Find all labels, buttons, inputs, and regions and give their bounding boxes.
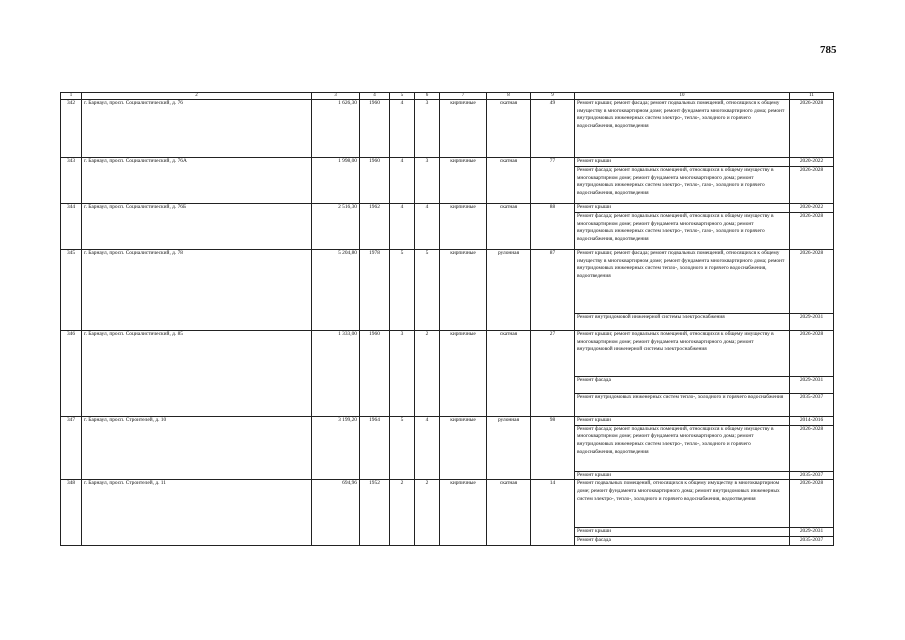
roof-type-cell: скатная (487, 100, 531, 158)
housing-register-table (60, 92, 834, 546)
repair-period-cell: 2026-2028 (790, 213, 834, 250)
repair-period-cell: 2035-2037 (790, 394, 834, 417)
entrances-cell: 3 (415, 158, 440, 204)
area-cell: 1 998,00 (312, 158, 360, 204)
build-year-cell: 1964 (360, 417, 390, 480)
page-number: 785 (820, 44, 837, 56)
wall-material-cell: кирпичные (440, 100, 487, 158)
wear-percent-cell: 88 (531, 204, 575, 250)
floors-cell: 5 (390, 250, 415, 331)
roof-type-cell: скатная (487, 158, 531, 204)
wear-percent-cell: 14 (531, 480, 575, 546)
repair-period-cell: 2035-2037 (790, 537, 834, 546)
address-cell: г. Барнаул, просп. Социалистический, д. 76Б (82, 204, 312, 250)
build-year-cell: 1960 (360, 158, 390, 204)
repair-period-cell: 2026-2028 (790, 167, 834, 204)
column-number-header: 9 (531, 93, 575, 100)
row-number-cell: 342 (61, 100, 82, 158)
repair-period-cell: 2014-2016 (790, 417, 834, 426)
repair-works-cell: Ремонт крыши (575, 471, 790, 480)
floors-cell: 4 (390, 158, 415, 204)
area-cell: 694,96 (312, 480, 360, 546)
table-row (61, 480, 834, 528)
repair-works-cell: Ремонт подвальных помещений, относящихся к общему имуществу в многоквартирном доме; ремонт фундамента многоквартирного дома; ремонт внутридомовых инженерных систем электро-, тепло-, холодного и горячего водоснабжения, водоотведения (575, 480, 790, 528)
wear-percent-cell: 49 (531, 100, 575, 158)
address-cell: г. Барнаул, просп. Социалистический, д. 85 (82, 331, 312, 417)
repair-period-cell: 2026-2028 (790, 331, 834, 377)
table-row (61, 100, 834, 158)
entrances-cell: 2 (415, 480, 440, 546)
build-year-cell: 1962 (360, 204, 390, 250)
table-row (61, 417, 834, 426)
wall-material-cell: кирпичные (440, 204, 487, 250)
build-year-cell: 1978 (360, 250, 390, 331)
roof-type-cell: скатная (487, 480, 531, 546)
area-cell: 1 626,30 (312, 100, 360, 158)
address-cell: г. Барнаул, просп. Строителей, д. 10 (82, 417, 312, 480)
wall-material-cell: кирпичные (440, 158, 487, 204)
table-row (61, 204, 834, 213)
address-cell: г. Барнаул, просп. Социалистический, д. 76А (82, 158, 312, 204)
floors-cell: 4 (390, 100, 415, 158)
wear-percent-cell: 87 (531, 250, 575, 331)
repair-period-cell: 2029-2031 (790, 314, 834, 331)
column-number-header: 4 (360, 93, 390, 100)
repair-works-cell: Ремонт крыши (575, 204, 790, 213)
column-number-header: 1 (61, 93, 82, 100)
build-year-cell: 1952 (360, 480, 390, 546)
table-row (61, 158, 834, 167)
repair-works-cell: Ремонт крыши; ремонт фасада; ремонт подвальных помещений, относящихся к общему имуществу в многоквартирном доме; ремонт фундамента многоквартирного дома; ремонт внутридомовых инженерных систем электро-, тепло-, холодного и горячего водоснабжения, водоотведения (575, 100, 790, 158)
entrances-cell: 2 (415, 331, 440, 417)
repair-works-cell: Ремонт внутридомовых инженерных систем тепло-, холодного и горячего водоснабжения (575, 394, 790, 417)
repair-works-cell: Ремонт крыши (575, 158, 790, 167)
area-cell: 3 199,20 (312, 417, 360, 480)
column-number-header: 8 (487, 93, 531, 100)
row-number-cell: 348 (61, 480, 82, 546)
repair-works-cell: Ремонт крыши (575, 528, 790, 537)
wall-material-cell: кирпичные (440, 480, 487, 546)
floors-cell: 5 (390, 417, 415, 480)
table-row (61, 331, 834, 377)
row-number-cell: 347 (61, 417, 82, 480)
repair-works-cell: Ремонт фасада (575, 537, 790, 546)
floors-cell: 4 (390, 204, 415, 250)
repair-period-cell: 2020-2022 (790, 158, 834, 167)
row-number-cell: 343 (61, 158, 82, 204)
repair-works-cell: Ремонт крыши; ремонт подвальных помещений, относящихся к общему имуществу в многоквартирном доме; ремонт фундамента многоквартирного дома; ремонт внутридомовой инженерной системы электроснабжения (575, 331, 790, 377)
entrances-cell: 3 (415, 100, 440, 158)
repair-works-cell: Ремонт крыши; ремонт фасада; ремонт подвальных помещений, относящихся к общему имуществу в многоквартирном доме; ремонт фундамента многоквартирного дома; ремонт внутридомовых инженерных систем тепло-, холодного и горячего водоснабжения, водоотведения (575, 250, 790, 314)
column-number-header: 6 (415, 93, 440, 100)
repair-works-cell: Ремонт фасада; ремонт подвальных помещений, относящихся к общему имуществу в многоквартирном доме; ремонт фундамента многоквартирного дома; ремонт внутридомовых инженерных систем электро-, тепло-, газо-, холодного и горячего водоснабжения, водоотведения (575, 213, 790, 250)
column-number-header: 7 (440, 93, 487, 100)
repair-period-cell: 2020-2022 (790, 204, 834, 213)
address-cell: г. Барнаул, просп. Социалистический, д. 76 (82, 100, 312, 158)
repair-period-cell: 2026-2028 (790, 100, 834, 158)
column-number-header: 2 (82, 93, 312, 100)
wear-percent-cell: 27 (531, 331, 575, 417)
build-year-cell: 1960 (360, 331, 390, 417)
roof-type-cell: рулонная (487, 250, 531, 331)
column-number-header: 5 (390, 93, 415, 100)
repair-works-cell: Ремонт внутридомовой инженерной системы электроснабжения (575, 314, 790, 331)
column-number-header-row (61, 93, 834, 100)
repair-period-cell: 2026-2028 (790, 250, 834, 314)
floors-cell: 3 (390, 331, 415, 417)
build-year-cell: 1960 (360, 100, 390, 158)
repair-period-cell: 2026-2028 (790, 480, 834, 528)
repair-works-cell: Ремонт крыши (575, 417, 790, 426)
wall-material-cell: кирпичные (440, 331, 487, 417)
row-number-cell: 346 (61, 331, 82, 417)
repair-period-cell: 2026-2028 (790, 425, 834, 471)
wear-percent-cell: 98 (531, 417, 575, 480)
roof-type-cell: рулонная (487, 417, 531, 480)
roof-type-cell: скатная (487, 331, 531, 417)
column-number-header: 11 (790, 93, 834, 100)
wall-material-cell: кирпичные (440, 417, 487, 480)
table-row (61, 250, 834, 314)
roof-type-cell: скатная (487, 204, 531, 250)
repair-works-cell: Ремонт фасада; ремонт подвальных помещений, относящихся к общему имуществу в многоквартирном доме; ремонт фундамента многоквартирного дома; ремонт внутридомовых инженерных систем электро-, тепло-, холодного и горячего водоснабжения, водоотведения (575, 425, 790, 471)
row-number-cell: 344 (61, 204, 82, 250)
repair-period-cell: 2035-2037 (790, 471, 834, 480)
table-body (61, 100, 834, 546)
area-cell: 1 333,00 (312, 331, 360, 417)
repair-works-cell: Ремонт фасада; ремонт подвальных помещений, относящихся к общему имуществу в многоквартирном доме; ремонт фундамента многоквартирного дома; ремонт внутридомовых инженерных систем электро-, тепло-, газо-, холодного и горячего водоснабжения, водоотведения (575, 167, 790, 204)
column-number-header: 3 (312, 93, 360, 100)
entrances-cell: 4 (415, 204, 440, 250)
entrances-cell: 5 (415, 250, 440, 331)
area-cell: 5 204,80 (312, 250, 360, 331)
address-cell: г. Барнаул, просп. Социалистический, д. 78 (82, 250, 312, 331)
column-number-header: 10 (575, 93, 790, 100)
repair-period-cell: 2029-2031 (790, 377, 834, 394)
repair-period-cell: 2029-2031 (790, 528, 834, 537)
floors-cell: 2 (390, 480, 415, 546)
repair-works-cell: Ремонт фасада (575, 377, 790, 394)
wall-material-cell: кирпичные (440, 250, 487, 331)
area-cell: 2 516,30 (312, 204, 360, 250)
wear-percent-cell: 77 (531, 158, 575, 204)
entrances-cell: 4 (415, 417, 440, 480)
row-number-cell: 345 (61, 250, 82, 331)
address-cell: г. Барнаул, просп. Строителей, д. 11 (82, 480, 312, 546)
